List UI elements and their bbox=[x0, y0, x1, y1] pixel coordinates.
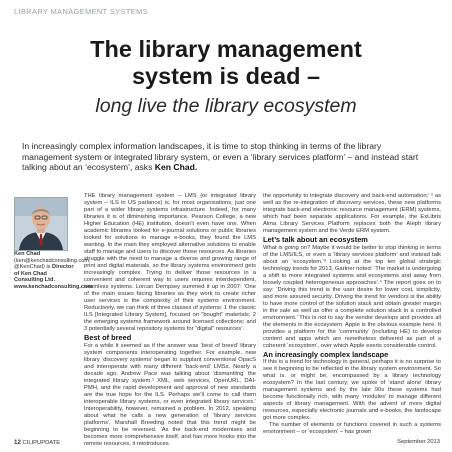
col1-paragraph-1: THE library management system – LMS (or integrated library system – ILS in US parlance) is, for most organisations, just one part of a wider library systems infrastructure. Indeed, for many libraries it is of diminishing importance. Pearson College, a new Higher Education (HE) institution, doesn’t even have one. When academic libraries looked for e-journal solutions or public libraries looked for solutions to manage e-books, they found the LMS wanting. In the main they employed alternative solutions to enable staff to manage and users to discover those resources. As libraries struggle with the need to manage a diverse and growing range of print and digital materials, so the library systems environment gets increasingly complex. Trying to deliver those resources in a convenient and coherent way to users requires interdependent, seamless systems. Lorcan Dempsey summed it up in 2007: ‘One of the main issues facing libraries as they work to create richer user services is the complexity of their systems environment. Reductively, we can think of three classes of systems: 1 the classic ILS [Integrated Library System], focused on “bought” materials; 2 the emerging systems framework around licensed collections; and 3 potentially several repository systems for “digital” resources’. bbox=[84, 193, 256, 333]
col1-paragraph-2: For a while it seemed as if the answer was ‘best of breed’ library system components interoperating together. For example, new library ‘discovery systems’ began to supplant conventional OpacS and interoperate with many different ‘back-end’ LMSs. Nearly a decade ago, Andrew Pace was talking about ‘dismantling’ the integrated library system.¹ XML, web services, OpenURL, DAI-PMH, and the rapid development and approval of new standards are the true hope for the ILS. Perhaps we’ll come to call them interoperable library systems, or even integrated library services.’ Interoperability, however, remained a problem. In 2012, speaking about what he calls a new generation of ‘library services platforms’, Marshall Breeding noted that this trend might be beginning to be reversed. ‘As the back-end modernises and becomes more comprehensive itself, and has more hooks into the remote resources, it reintroduces bbox=[84, 342, 256, 448]
issue-date: September 2013 bbox=[397, 439, 440, 445]
publication-name: CILIPUPDATE bbox=[22, 440, 61, 446]
col2-paragraph-3: If this is a trend for technology in general, perhaps it is no surprise to see it beginning to be reflected in the library system environment. So what is, or might be, encompassed by a library technology ecosystem? In the last century, we spoke of ‘stand alone’ library management systems and by the late 90s these systems had become functionally rich, with many ‘modules’ to manage different aspects of library management. With the advent of more digital resources, especially electronic journals and e-books, the landscape got more complex. bbox=[263, 359, 441, 422]
standfirst-author: Ken Chad. bbox=[154, 162, 198, 173]
col2-heading-complex-landscape: An increasingly complex landscape bbox=[263, 349, 389, 359]
author-email: (ken@kenchadconsulting.com, @KenChad) bbox=[14, 257, 91, 270]
article-subtitle: long live the library ecosystem bbox=[95, 95, 357, 117]
title-line-1: The library management bbox=[90, 36, 362, 62]
author-name: Ken Chad bbox=[14, 251, 41, 257]
body-column-2 bbox=[263, 193, 441, 437]
article-title bbox=[0, 36, 452, 90]
col2-heading-ecosystem: Let’s talk about an ecosystem bbox=[263, 235, 368, 245]
col2-paragraph-4: The number of elements or functions covered in such a systems environment – or ‘ecosystem’ – has grown bbox=[263, 422, 441, 436]
col2-paragraph-1: the opportunity to integrate discovery and back-end automation;’ ² as well as the re-integration of discovery services, these new platforms integrate back-end electronic resource management (ERM) systems, which had been separate applications. For example, the ExLibris Alma Library Services Platform replaces both the Aleph library management system and the Verde ERM system. bbox=[263, 193, 441, 235]
author-website: www.kenchadconsulting.com bbox=[14, 283, 93, 290]
standfirst bbox=[22, 141, 430, 173]
author-portrait-icon bbox=[15, 198, 67, 250]
author-role-prefix: is bbox=[46, 264, 51, 270]
page-footer-left bbox=[14, 439, 60, 446]
standfirst-text: In increasingly complex information landscapes, it is time to stop thinking in terms of the library management system or integrated library system, or even a ‘library services platform’ – and instead start talking about an ‘ecosystem’, asks bbox=[22, 141, 419, 173]
page-number: 12 bbox=[14, 439, 21, 446]
title-line-2: system is dead – bbox=[131, 63, 321, 89]
col2-paragraph-2: What is going on? Maybe it would be better to stop thinking in terms of the LMS/ILS, or even a ‘library services platform’ and instead talk about an ‘ecosystem.’³ Looking at the top ten global strategic technology trends for 2013, Gartner noted: ‘The market is undergoing a shift to more integrated systems and ecosystems and away from loosely coupled heterogeneous approaches’.⁴ The report goes on to say: ‘Driving this trend is the user desire for lower cost, simplicity, and more assured security. Driving the trend for vendors is the ability to have more control of the solution stack and obtain greater margin in the sale as well as offer a complete solution stack in a controlled environment.’ This is not to say the vendor develops and provides all the elements in the ecosystem. Apple is the obvious example here. It provides a platform for the ‘community’ (including HE) to develop content and apps which are nonetheless delivered as part of a coherent ‘ecosystem’, over which Apple exerts considerable control. bbox=[263, 244, 441, 349]
author-role: Director of Ken Chad Consulting Ltd. bbox=[14, 264, 74, 283]
author-photo bbox=[14, 197, 68, 251]
body-column-1 bbox=[84, 193, 256, 448]
section-label: LIBRARY MANAGEMENT SYSTEMS bbox=[14, 7, 149, 16]
author-caption bbox=[14, 251, 93, 290]
col1-heading-best-of-breed: Best of breed bbox=[84, 333, 132, 343]
